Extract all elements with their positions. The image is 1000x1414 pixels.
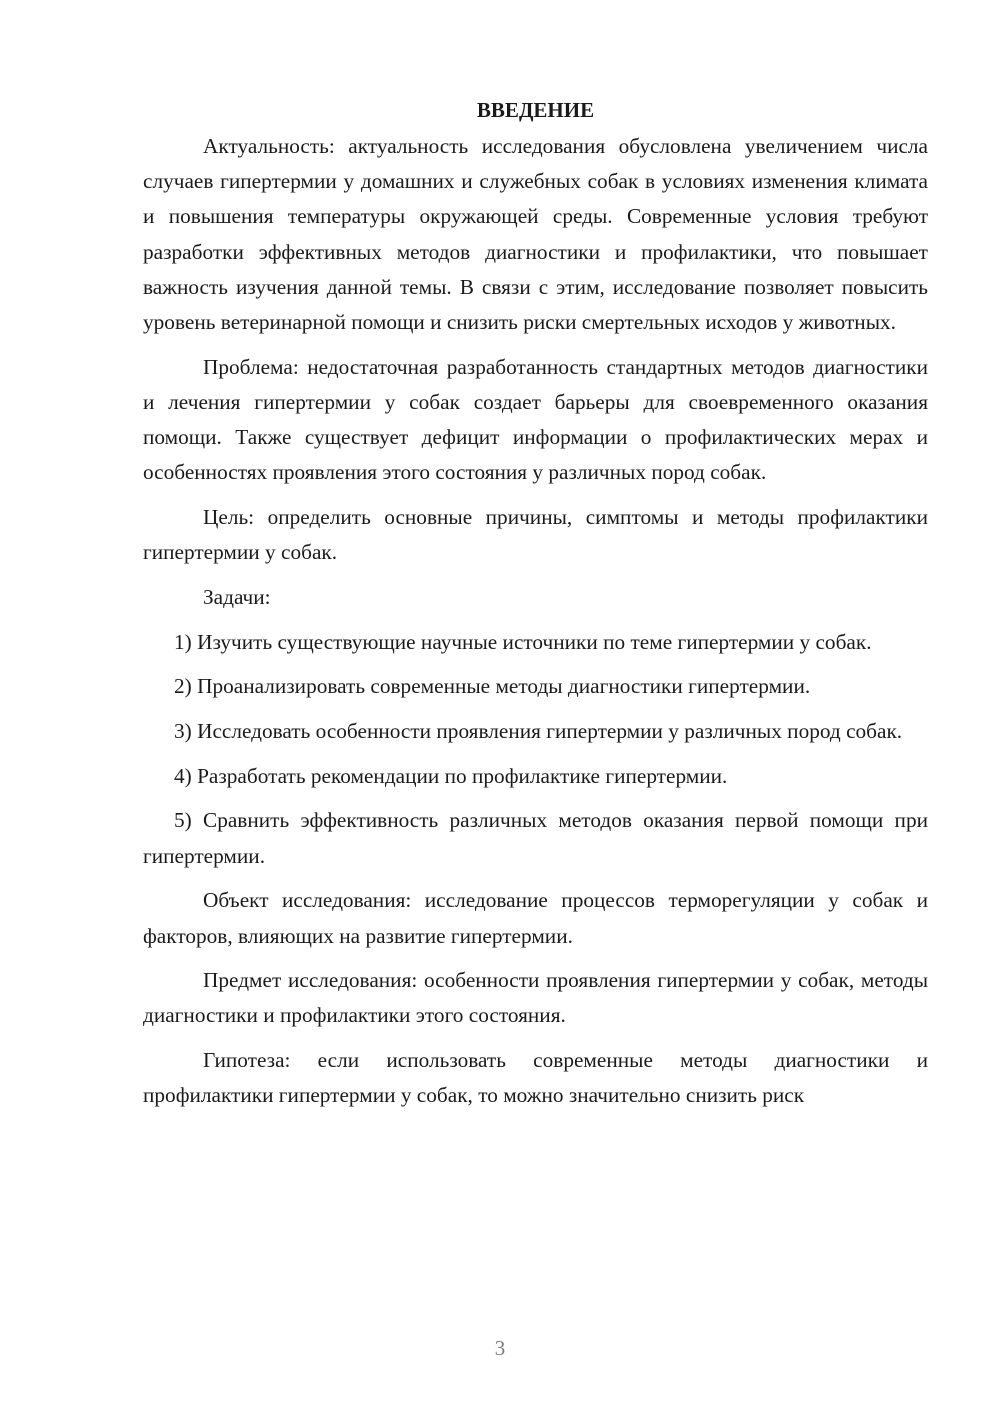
paragraph-relevance: Актуальность: актуальность исследования обусловлена увеличением числа случаев гипертермии у домашних и служебных собак в условиях изменения климата и повышения температуры окружающей среды. Современные условия требуют разработки эффективных методов диагностики и профилактики, что повышает важность изучения данной темы. В связи с этим, исследование позволяет повысить уровень ветеринарной помощи и снизить риски смертельных исходов у животных. <box>143 134 928 335</box>
tasks-heading: Задачи: <box>203 584 271 609</box>
task-item-1: 1) Изучить существующие научные источники по теме гипертермии у собак. <box>174 629 872 654</box>
page-number: 3 <box>494 1336 506 1360</box>
task-item-5: 5) Сравнить эффективность различных методов оказания первой помощи при гипертермии. <box>143 808 928 868</box>
section-title: ВВЕДЕНИЕ <box>476 98 595 122</box>
paragraph-subject: Предмет исследования: особенности проявления гипертермии у собак, методы диагностики и профилактики этого состояния. <box>143 968 928 1028</box>
paragraph-hypothesis: Гипотеза: если использовать современные методы диагностики и профилактики гипертермии у собак, то можно значительно снизить риск <box>143 1048 928 1108</box>
task-item-2: 2) Проанализировать современные методы диагностики гипертермии. <box>174 674 811 699</box>
paragraph-problem: Проблема: недостаточная разработанность стандартных методов диагностики и лечения гипертермии у собак создает барьеры для своевременного оказания помощи. Также существует дефицит информации о профилактических мерах и особенностях проявления этого состояния у различных пород собак. <box>143 354 928 485</box>
task-item-3: 3) Исследовать особенности проявления гипертермии у различных пород собак. <box>174 719 903 744</box>
task-item-4: 4) Разработать рекомендации по профилактике гипертермии. <box>174 763 728 788</box>
paragraph-goal: Цель: определить основные причины, симптомы и методы профилактики гипертермии у собак. <box>143 505 928 565</box>
paragraph-object: Объект исследования: исследование процессов терморегуляции у собак и факторов, влияющих на развитие гипертермии. <box>143 888 928 948</box>
document-page <box>143 92 928 1123</box>
